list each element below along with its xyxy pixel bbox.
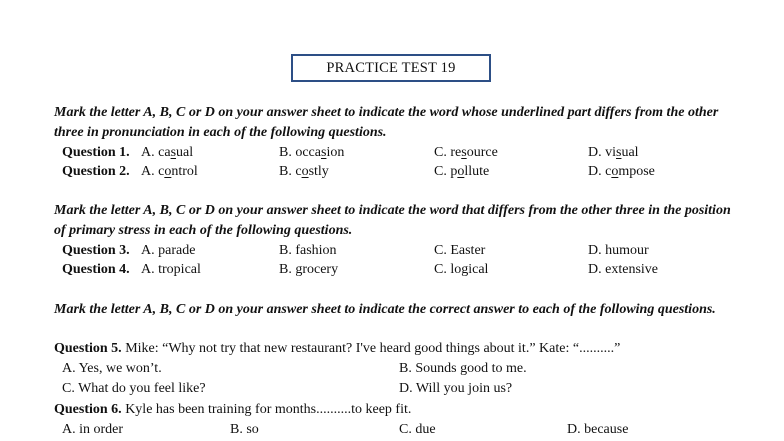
instruction-stress: Mark the letter A, B, C or D on your answer sheet to indicate the word that differs from the other three in the position of primary stress in each of the following questions. <box>54 203 731 238</box>
question-6-stem: Question 6. Kyle has been training for months..........to keep fit. <box>54 402 412 417</box>
option-a: A. control <box>141 164 198 179</box>
question-row <box>0 143 784 163</box>
question-5-stem: Question 5. Mike: “Why not try that new restaurant? I've heard good things about it.” Kate: “..........” <box>54 341 621 356</box>
option-b: B. fashion <box>279 243 337 258</box>
underlined-part: o <box>164 164 172 179</box>
option-d: D. humour <box>588 243 649 258</box>
question-5-options-row <box>0 379 784 399</box>
option-b: B. so <box>230 422 259 437</box>
underlined-part: o <box>611 164 619 179</box>
question-row <box>0 260 784 280</box>
instruction-pronunciation: Mark the letter A, B, C or D on your answer sheet to indicate the word whose underlined part differs from the other three in pronunciation in each of the following questions. <box>54 105 719 140</box>
question-row <box>0 241 784 261</box>
option-a: A. Yes, we won’t. <box>62 361 162 376</box>
instruction-correct-answer: Mark the letter A, B, C or D on your answer sheet to indicate the correct answer to each of the following questions. <box>54 302 716 317</box>
question-label: Question 4. <box>62 262 130 277</box>
option-b: B. Sounds good to me. <box>399 361 527 376</box>
underlined-part: s <box>461 145 467 160</box>
option-d: D. because <box>567 422 629 437</box>
underlined-part: s <box>170 145 177 160</box>
option-c: C. resource <box>434 145 498 160</box>
option-a: A. parade <box>141 243 196 258</box>
question-row <box>0 162 784 182</box>
question-6-options-row <box>0 420 784 440</box>
option-d: D. compose <box>588 164 655 179</box>
option-c: C. pollute <box>434 164 490 179</box>
option-d: D. visual <box>588 145 639 160</box>
option-b: B. costly <box>279 164 329 179</box>
question-label: Question 6. <box>54 402 122 417</box>
question-5-options-row <box>0 359 784 379</box>
option-c: C. logical <box>434 262 489 277</box>
option-c: C. What do you feel like? <box>62 381 206 396</box>
underlined-part: o <box>301 164 309 179</box>
option-b: B. grocery <box>279 262 339 277</box>
underlined-part: o <box>457 164 465 179</box>
question-label: Question 2. <box>62 164 130 179</box>
question-label: Question 3. <box>62 243 130 258</box>
option-a: A. casual <box>141 145 194 160</box>
option-a: A. tropical <box>141 262 201 277</box>
question-label: Question 1. <box>62 145 130 160</box>
question-label: Question 5. <box>54 341 122 356</box>
option-d: D. extensive <box>588 262 658 277</box>
underlined-part: s <box>321 145 327 160</box>
option-c: C. due <box>399 422 436 437</box>
underlined-part: s <box>616 145 622 160</box>
option-d: D. Will you join us? <box>399 381 513 396</box>
page-title: PRACTICE TEST 19 <box>291 54 491 82</box>
option-b: B. occasion <box>279 145 345 160</box>
option-c: C. Easter <box>434 243 486 258</box>
option-a: A. in order <box>62 422 124 437</box>
